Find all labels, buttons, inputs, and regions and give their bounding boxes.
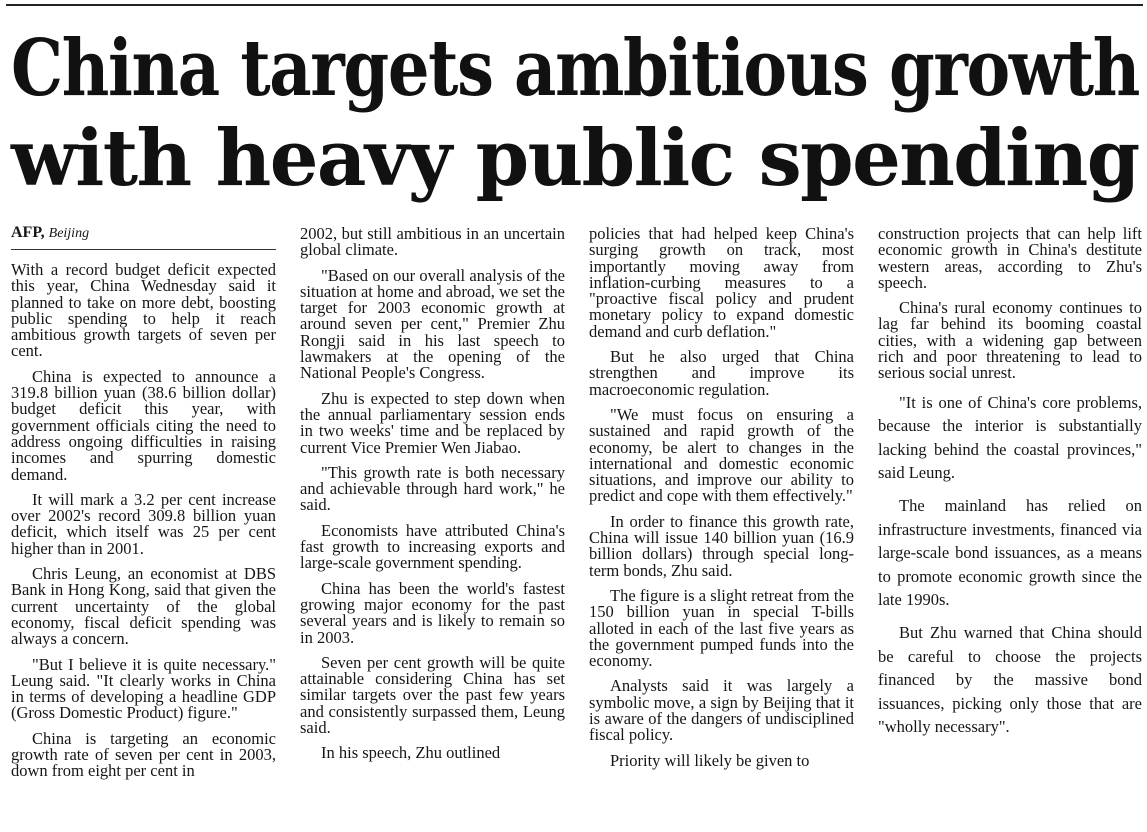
article-paragraph: Priority will likely be given to [610,750,810,770]
article-column-1 [11,222,276,789]
byline-agency: AFP, [11,224,45,241]
article-paragraph: China is expected to announce a 319.8 billion yuan (38.6 billion dollar) budget deficit this year, with government officials citing the need to address ongoing difficulties in raising incomes and spurring domestic demand. [11,366,276,484]
byline-place: Beijing [48,226,90,241]
headline-line-2: with heavy public spending [11,113,1139,204]
article-paragraph: Chris Leung, an economist at DBS Bank in Hong Kong, said that given the current uncertainty of the global economy, fiscal deficit spending was always a concern. [11,564,276,649]
article-paragraph: policies that had helped keep China's surging growth on track, most importantly moving away from inflation-curbing measures to a "proactive fiscal policy and prudent monetary policy to expand domestic demand and curb deflation." [589,224,854,341]
article-paragraph: Analysts said it was largely a symbolic move, a sign by Beijing that it is aware of the dangers of undisciplined fiscal policy. [589,676,854,745]
article-paragraph: "We must focus on ensuring a sustained and rapid growth of the economy, be alert to changes in the international and domestic economic situations, and improve our ability to predict and cope with them effectively." [589,404,854,506]
article-paragraph: But Zhu warned that China should be careful to choose the projects financed by the massive bond issuances, picking only those that are "wholly necessary". [878,623,1142,737]
article-paragraph: China has been the world's fastest growing major economy for the past several years and is likely to remain so in 2003. [300,578,565,647]
article-paragraph: "This growth rate is both necessary and achievable through hard work," he said. [300,462,565,515]
article-paragraph: 2002, but still ambitious in an uncertain global climate. [300,224,565,260]
article-paragraph: "Based on our overall analysis of the situation at home and abroad, we set the target for 2003 economic growth at around seven per cent," Premier Zhu Rongji said in his last speech to lawmakers at the opening of the National People's Congress. [300,265,565,383]
article-paragraph: China's rural economy continues to lag far behind its booming coastal cities, with a widening gap between rich and poor threatening to lead to serious social unrest. [878,298,1142,383]
article-paragraph: With a record budget deficit expected this year, China Wednesday said it planned to take on more debt, boosting public spending to help it reach ambitious growth targets of seven per cent. [11,260,276,361]
article-column-3 [589,226,854,778]
article-paragraph: Economists have attributed China's fast growth to increasing exports and large-scale government spending. [300,520,565,573]
article-paragraph: Zhu is expected to step down when the annual parliamentary session ends in two weeks' time and be replaced by current Vice Premier Wen Jiabao. [300,388,565,457]
article-paragraph: But he also urged that China strengthen and improve its macroeconomic regulation. [589,347,854,399]
article-paragraph: construction projects that can help lift economic growth in China's destitute western areas, according to Zhu's speech. [878,224,1142,292]
headline-line-1: China targets ambitious growth [11,23,1140,114]
article-column-2 [300,226,565,771]
article-paragraph: "But I believe it is quite necessary." Leung said. "It clearly works in China in terms of developing a headline GDP (Gross Domestic Product) figure." [11,654,276,723]
headline [11,24,1141,204]
article-paragraph: It will mark a 3.2 per cent increase over 2002's record 309.8 billion yuan deficit, which itself was 25 per cent higher than in 2001. [11,489,276,558]
article-paragraph: In order to finance this growth rate, China will issue 140 billion yuan (16.9 billion dollars) through special long-term bonds, Zhu said. [589,511,854,580]
article-paragraph: Seven per cent growth will be quite attainable considering China has set similar targets over the past few years and consistently surpassed them, Leung said. [300,652,565,738]
article-column-4 [878,226,1142,748]
article-paragraph: The mainland has relied on infrastructure investments, financed via large-scale bond issuances, as a means to promote economic growth since the late 1990s. [878,496,1142,610]
top-rule [6,4,1143,6]
article-paragraph: "It is one of China's core problems, because the interior is substantially lacking behind the coastal provinces," said Leung. [878,392,1142,483]
article-paragraph: In his speech, Zhu outlined [321,743,501,763]
byline [11,224,276,250]
article-paragraph: The figure is a slight retreat from the 150 billion yuan in special T-bills alloted in each of the last five years as the government pumped funds into the economy. [589,585,854,671]
article-paragraph: China is targeting an economic growth rate of seven per cent in 2003, down from eight per cent in [11,728,276,781]
